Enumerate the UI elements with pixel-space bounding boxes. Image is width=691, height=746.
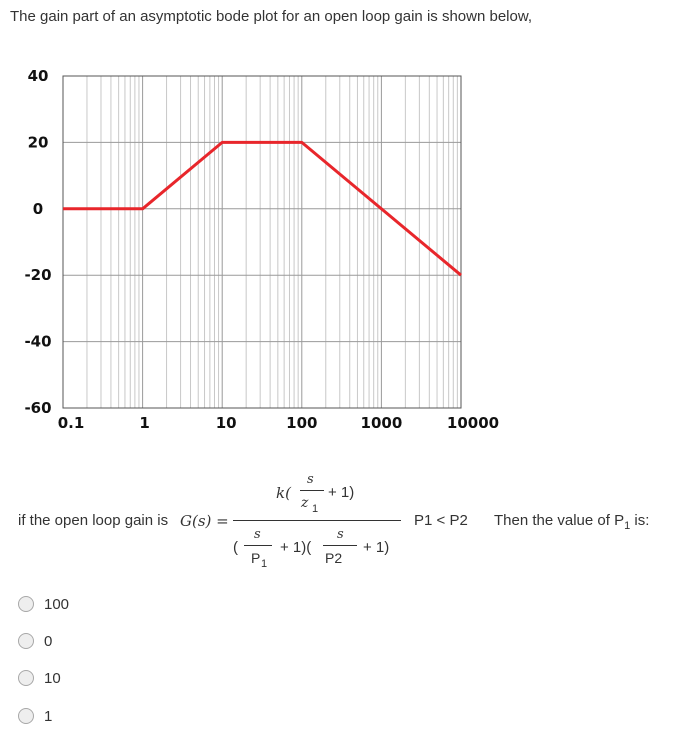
x-tick-label: 1000: [360, 414, 403, 432]
option-1[interactable]: [18, 592, 69, 616]
num-inner-line: [300, 490, 324, 491]
num-s: s: [307, 472, 314, 487]
question-title: The gain part of an asymptotic bode plot for an open loop gain is shown below,: [10, 8, 533, 25]
radio-1[interactable]: [18, 596, 34, 612]
radio-4[interactable]: [18, 708, 34, 724]
x-tick-label: 1: [139, 414, 150, 432]
y-tick-label: -60: [24, 399, 52, 417]
y-tick-label: 40: [27, 67, 49, 85]
plot-frame: [63, 76, 461, 408]
x-tick-label: 0.1: [57, 414, 85, 432]
den-inner-line-1: [244, 545, 272, 546]
num-tail: + 1): [328, 484, 355, 501]
x-tick-label: 10000: [446, 414, 500, 432]
den-s1: s: [254, 527, 261, 542]
num-k: k(: [276, 484, 291, 502]
x-tick-label: 100: [286, 414, 318, 432]
y-tick-label: -20: [24, 266, 52, 285]
x-tick-label: 10: [215, 414, 237, 432]
option-label: 1: [44, 707, 53, 725]
num-z-sub: 1: [312, 503, 319, 515]
den-p1: P: [251, 550, 261, 566]
radio-3[interactable]: [18, 670, 34, 686]
transfer-function: [18, 470, 678, 580]
option-2[interactable]: [18, 629, 52, 653]
option-label: 10: [44, 669, 61, 687]
den-open: (: [233, 539, 238, 556]
question-ask: Then the value of $P_1$ is:: [494, 512, 650, 532]
den-p1-sub: 1: [261, 558, 268, 570]
option-label: 100: [44, 595, 70, 613]
den-s2: s: [337, 527, 344, 542]
g-of-s: G(s) =: [180, 512, 229, 530]
option-label: 0: [44, 632, 53, 650]
pole-condition: P1 < P2: [414, 512, 468, 529]
plot-grid: [63, 76, 461, 408]
x-tick-labels: [58, 414, 499, 432]
option-3[interactable]: [18, 666, 61, 690]
y-tick-label: 0: [32, 199, 44, 218]
num-z: z: [301, 495, 309, 511]
radio-2[interactable]: [18, 633, 34, 649]
den-p2: P2: [325, 550, 343, 566]
main-fraction-line: [233, 520, 401, 521]
den-tail: + 1): [363, 539, 390, 556]
question-prefix: if the open loop gain is: [18, 512, 169, 529]
den-inner-line-2: [323, 545, 357, 546]
option-4[interactable]: [18, 704, 52, 728]
y-tick-label: -40: [24, 332, 52, 351]
y-tick-label: 20: [27, 133, 49, 152]
den-mid: + 1)(: [280, 539, 312, 556]
y-tick-labels: [24, 67, 51, 417]
